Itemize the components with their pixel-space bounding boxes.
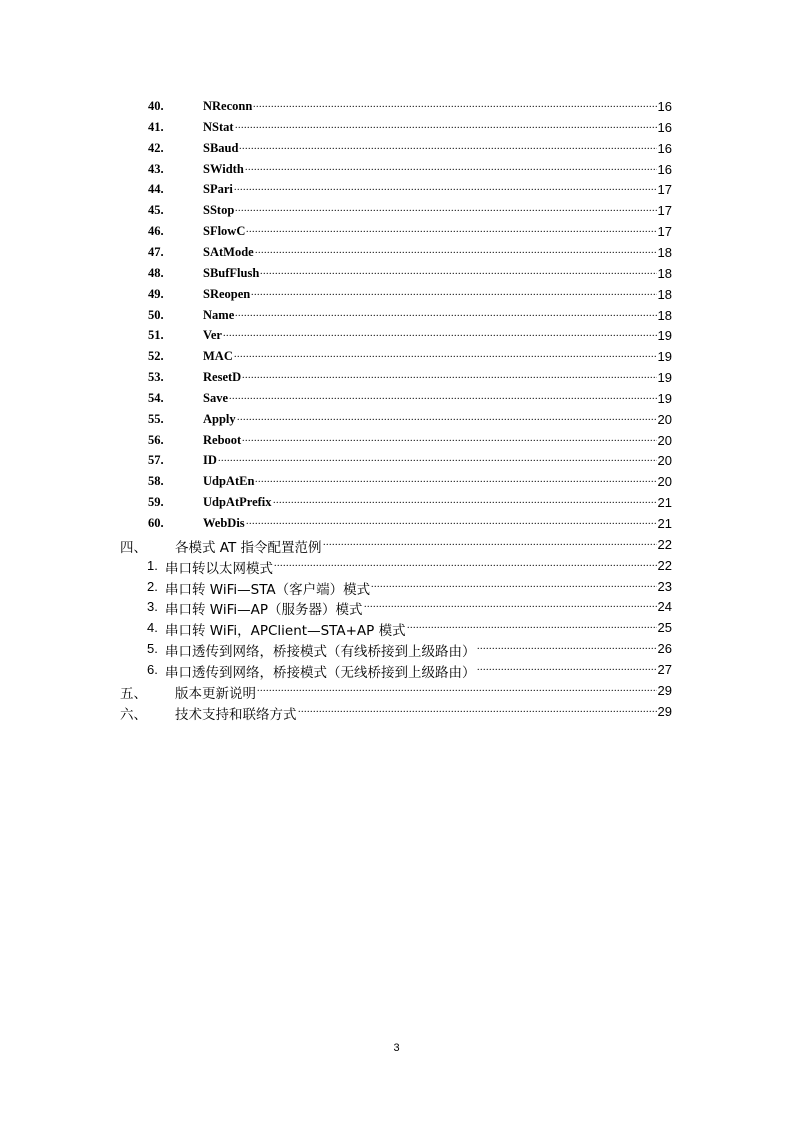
toc-entry-title: 串口转以太网模式 <box>165 560 273 577</box>
toc-entry[interactable] <box>0 660 793 680</box>
toc-entry-title: UdpAtEn <box>203 474 255 489</box>
toc-entry-number: 1. <box>147 557 158 573</box>
toc-entry-title: Apply <box>203 411 236 426</box>
toc-entry-title: SPari <box>203 182 233 197</box>
toc-entry-page: 29 <box>657 682 672 698</box>
toc-entry-page: 16 <box>657 161 672 177</box>
toc-entry-number: 41. <box>148 119 164 134</box>
toc-entry-page: 18 <box>657 286 672 302</box>
toc-dot-leader <box>407 620 657 638</box>
toc-entry[interactable] <box>0 618 793 638</box>
toc-entry-number: 48. <box>148 265 164 280</box>
toc-entry-number: 52. <box>148 349 164 364</box>
toc-entry-number: 45. <box>148 203 164 218</box>
toc-entry-title: ID <box>203 453 217 468</box>
toc-entry-title: 各模式 AT 指令配置范例 <box>175 539 322 556</box>
toc-entry-number: 60. <box>148 516 164 530</box>
toc-entry[interactable] <box>0 160 793 180</box>
toc-entry-number: 59. <box>148 495 164 510</box>
toc-entry[interactable] <box>0 389 793 409</box>
toc-entry-number: 57. <box>148 453 164 468</box>
toc-dot-leader <box>218 453 657 471</box>
toc-entry-title: NStat <box>203 119 234 134</box>
toc-dot-leader <box>477 662 657 680</box>
toc-entry-number: 49. <box>148 286 164 301</box>
toc-entry[interactable] <box>0 368 793 388</box>
toc-entry-number: 47. <box>148 244 164 259</box>
toc-entry-page: 16 <box>657 119 672 135</box>
toc-entry-number: 40. <box>148 99 164 113</box>
toc-dot-leader <box>298 704 657 722</box>
toc-entry-page: 19 <box>657 328 672 344</box>
toc-entry-page: 16 <box>657 99 672 114</box>
toc-entry[interactable] <box>0 493 793 513</box>
toc-entry-page: 24 <box>657 599 672 615</box>
toc-entry-page: 25 <box>657 620 672 636</box>
toc-entry-page: 21 <box>657 516 672 531</box>
toc-entry-title: Save <box>203 390 228 405</box>
toc-entry-number: 56. <box>148 432 164 447</box>
toc-entry[interactable] <box>0 681 793 701</box>
toc-entry-page: 19 <box>657 390 672 406</box>
toc-dot-leader <box>246 224 657 242</box>
toc-entry[interactable] <box>0 264 793 284</box>
toc-entry-page: 17 <box>657 203 672 219</box>
toc-entry-page: 18 <box>657 244 672 260</box>
toc-entry-number: 44. <box>148 182 164 197</box>
toc-dot-leader <box>234 349 657 367</box>
toc-entry[interactable] <box>0 285 793 305</box>
toc-entry-title: SBaud <box>203 140 239 155</box>
toc-dot-leader <box>273 495 657 513</box>
toc-dot-leader <box>371 579 657 597</box>
toc-dot-leader <box>260 266 657 284</box>
toc-entry-title: UdpAtPrefix <box>203 495 272 510</box>
toc-entry-page: 20 <box>657 453 672 469</box>
toc-entry-page: 23 <box>657 578 672 594</box>
toc-dot-leader <box>274 558 657 576</box>
toc-entry[interactable] <box>0 347 793 367</box>
toc-entry[interactable] <box>0 97 793 117</box>
toc-entry-page: 29 <box>657 703 672 719</box>
toc-entry-number: 六、 <box>120 706 147 723</box>
toc-entry-number: 54. <box>148 390 164 405</box>
toc-dot-leader <box>255 474 657 492</box>
toc-entry-title: 串口透传到网络，桥接模式（无线桥接到上级路由） <box>165 664 476 681</box>
toc-entry-title: 串口转 WiFi—STA（客户端）模式 <box>165 581 371 598</box>
toc-entry[interactable] <box>0 118 793 138</box>
toc-entry-title: Name <box>203 307 235 322</box>
toc-dot-leader <box>245 162 657 180</box>
toc-entry-title: 串口透传到网络，桥接模式（有线桥接到上级路由） <box>165 644 476 661</box>
toc-entry-page: 19 <box>657 349 672 365</box>
toc-dot-leader <box>242 433 657 451</box>
toc-dot-leader <box>235 203 657 221</box>
toc-entry-title: SFlowC <box>203 224 246 239</box>
toc-dot-leader <box>257 683 657 701</box>
toc-entry-page: 20 <box>657 474 672 490</box>
toc-entry-title: SReopen <box>203 286 251 301</box>
toc-entry-number: 43. <box>148 161 164 176</box>
toc-entry[interactable] <box>0 139 793 159</box>
toc-entry[interactable] <box>0 514 793 534</box>
toc-entry-page: 17 <box>657 224 672 240</box>
toc-dot-leader <box>237 412 657 430</box>
toc-entry-title: Reboot <box>203 432 242 447</box>
toc-entry-number: 2. <box>147 578 158 594</box>
toc-entry-page: 22 <box>657 557 672 573</box>
toc-entry-number: 46. <box>148 224 164 239</box>
toc-entry[interactable] <box>0 577 793 597</box>
toc-entry-number: 55. <box>148 411 164 426</box>
toc-entry-number: 5. <box>147 641 158 657</box>
toc-entry[interactable] <box>0 451 793 471</box>
toc-entry-number: 50. <box>148 307 164 322</box>
toc-entry-number: 五、 <box>120 685 147 702</box>
toc-entry-number: 4. <box>147 620 158 636</box>
toc-entry-number: 6. <box>147 661 158 677</box>
toc-entry-page: 19 <box>657 370 672 386</box>
toc-entry-page: 18 <box>657 265 672 281</box>
toc-entry-title: 串口转 WiFi—AP（服务器）模式 <box>165 602 363 619</box>
toc-entry[interactable] <box>0 306 793 326</box>
toc-entry-title: Ver <box>203 328 222 343</box>
toc-entry[interactable] <box>0 180 793 200</box>
toc-entry-page: 26 <box>657 641 672 657</box>
toc-entry-title: ResetD <box>203 370 242 385</box>
toc-entry-number: 58. <box>148 474 164 489</box>
toc-dot-leader <box>239 141 657 159</box>
toc-entry-title: 版本更新说明 <box>175 685 256 702</box>
toc-entry-title: 串口转 WiFi，APClient—STA+AP 模式 <box>165 623 406 640</box>
toc-entry[interactable] <box>0 556 793 576</box>
toc-entry-title: SBufFlush <box>203 265 260 280</box>
toc-entry[interactable] <box>0 535 793 555</box>
toc-dot-leader <box>229 391 657 409</box>
toc-entry-page: 18 <box>657 307 672 323</box>
toc-entry[interactable] <box>0 326 793 346</box>
toc-entry[interactable] <box>0 410 793 430</box>
page-number: 3 <box>393 1042 400 1054</box>
toc-dot-leader <box>234 182 657 200</box>
toc-entry-page: 16 <box>657 140 672 156</box>
toc-entry-number: 51. <box>148 328 164 343</box>
toc-dot-leader <box>251 287 657 305</box>
toc-entry-page: 22 <box>657 536 672 552</box>
toc-entry-number: 53. <box>148 370 164 385</box>
toc-dot-leader <box>242 370 657 388</box>
toc-entry-number: 3. <box>147 599 158 615</box>
toc-entry[interactable] <box>0 702 793 722</box>
toc-dot-leader <box>235 308 657 326</box>
toc-entry-page: 20 <box>657 432 672 448</box>
toc-dot-leader <box>246 516 657 534</box>
toc-entry[interactable] <box>0 222 793 242</box>
toc-entry[interactable] <box>0 431 793 451</box>
toc-entry-title: WebDis <box>203 516 245 530</box>
toc-entry[interactable] <box>0 201 793 221</box>
toc-entry[interactable] <box>0 639 793 659</box>
toc-entry[interactable] <box>0 243 793 263</box>
toc-dot-leader <box>255 245 657 263</box>
toc-entry-title: SStop <box>203 203 235 218</box>
toc-entry[interactable] <box>0 597 793 617</box>
toc-entry-page: 27 <box>657 661 672 677</box>
toc-dot-leader <box>477 641 657 659</box>
toc-entry-title: NReconn <box>203 99 253 113</box>
toc-dot-leader <box>235 120 657 138</box>
toc-entry-title: MAC <box>203 349 233 364</box>
toc-entry-number: 42. <box>148 140 164 155</box>
toc-entry-title: SWidth <box>203 161 244 176</box>
toc-entry[interactable] <box>0 472 793 492</box>
toc-entry-number: 四、 <box>120 539 147 556</box>
toc-dot-leader <box>323 537 657 555</box>
toc-entry-title: 技术支持和联络方式 <box>175 706 297 723</box>
toc-entry-title: SAtMode <box>203 244 254 259</box>
toc-entry-page: 17 <box>657 182 672 198</box>
toc-dot-leader <box>364 599 657 617</box>
toc-dot-leader <box>253 99 657 117</box>
toc-dot-leader <box>223 328 657 346</box>
toc-entry-page: 20 <box>657 411 672 427</box>
toc-entry-page: 21 <box>657 495 672 511</box>
